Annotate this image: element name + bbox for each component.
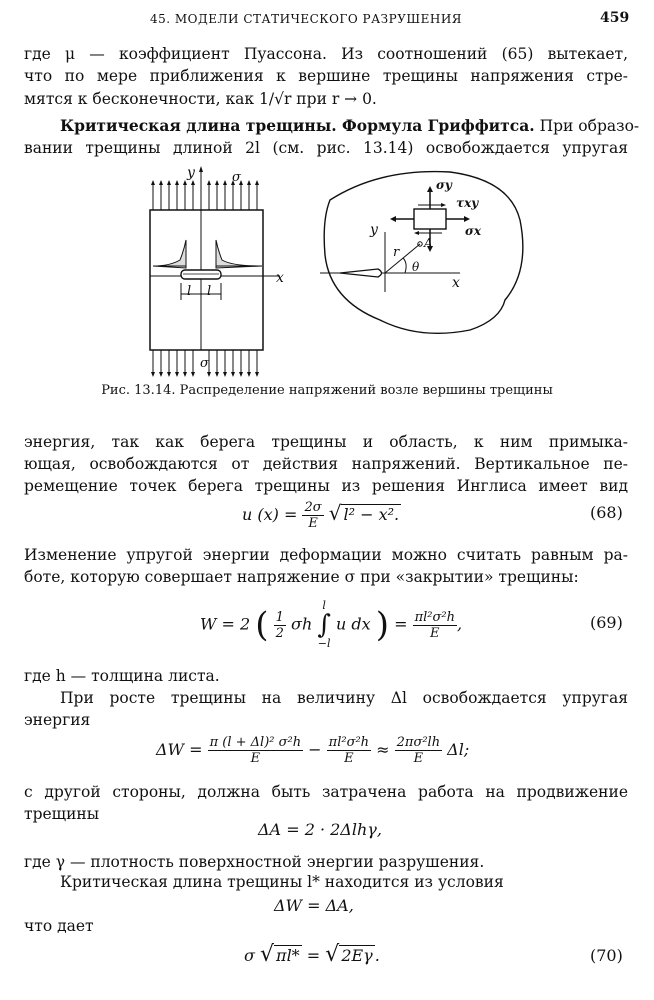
frac-num: π (l + Δl)² σ²h xyxy=(209,735,302,750)
sqrt-body: l² − x². xyxy=(343,505,400,524)
crack-half-length-label: l xyxy=(187,284,192,299)
text-line: где h — толщина листа. xyxy=(24,667,220,685)
text-line: ющая, освобождаются от действия напряжений. Вертикальное пе- xyxy=(24,455,628,473)
paragraph-first-line xyxy=(24,116,640,136)
sqrt-body: 2Eγ xyxy=(341,946,373,965)
text-line: что по мере приближения к вершине трещины напряжения стре- xyxy=(24,67,628,85)
equation-delta-w xyxy=(156,735,556,766)
eq-op: ≈ xyxy=(376,740,390,759)
crack-tip-diagram xyxy=(320,172,523,334)
theta-label: θ xyxy=(412,260,420,274)
equation-number: (69) xyxy=(590,613,623,632)
eq-lhs: ΔW = xyxy=(156,740,203,759)
equation-delta-a: ΔA = 2 · 2Δlhγ, xyxy=(258,820,382,839)
radius-label: r xyxy=(393,245,400,260)
axis-label-x-right: x xyxy=(452,275,460,291)
eq-lhs: u (x) = xyxy=(242,505,298,524)
text-line: ремещение точек берега трещины из решения Инглиса имеет вид xyxy=(24,477,628,495)
frac-den: 2 xyxy=(275,625,284,641)
frac-num: πl²σ²h xyxy=(414,609,455,625)
page-header xyxy=(0,10,654,30)
axis-label-y: y xyxy=(187,165,195,181)
text-span: При образо- xyxy=(539,117,640,135)
equation-number: (68) xyxy=(590,503,623,522)
integral-lower: −l xyxy=(317,637,331,650)
sigma-top-label: σ xyxy=(232,170,241,185)
frac-den: E xyxy=(250,751,261,766)
equation-70: σ √ πl* = √ 2Eγ . xyxy=(244,942,380,967)
integrand: u dx xyxy=(336,614,371,634)
tau-xy-label: τxy xyxy=(456,196,479,210)
text-line: боте, которую совершает напряжение σ при «закрытии» трещины: xyxy=(24,568,579,586)
equation-68: u (x) = $\frac{2\sigma}{E}$ √ l² − x². xyxy=(242,500,400,531)
eq-term: σh xyxy=(291,614,313,634)
plate-diagram xyxy=(150,166,280,377)
axis-label-y-right: y xyxy=(370,222,378,238)
text-line: энергия xyxy=(24,711,91,729)
frac-den: E xyxy=(308,516,318,531)
eq-term: . xyxy=(374,946,380,965)
page-number: 459 xyxy=(600,10,630,26)
equation-condition: ΔW = ΔA, xyxy=(274,896,354,915)
frac-den: E xyxy=(413,751,424,766)
sigma-y-label: σy xyxy=(436,178,452,192)
text-line: Изменение упругой энергии деформации можно считать равным ра- xyxy=(24,546,628,564)
crack-half-length-label: l xyxy=(207,284,212,299)
section-heading: Критическая длина трещины. Формула Гриффитса. xyxy=(60,116,535,135)
eq-term: Δl; xyxy=(447,740,470,759)
equation-69: W = 2 ( $\frac{1}{2}$ σh l ∫ −l u dx ) = $\frac{\text{πl²σ²h}}{E}$ , xyxy=(200,599,463,650)
sqrt-body: πl* xyxy=(276,946,300,965)
text-line: где γ — плотность поверхностной энергии разрушения. xyxy=(24,853,485,871)
frac-den: E xyxy=(344,751,354,766)
text-line: При росте трещины на величину Δl освобождается упругая xyxy=(60,689,628,707)
eq-lhs: W = 2 xyxy=(200,614,251,634)
text-line: что дает xyxy=(24,917,94,935)
frac-num: 1 xyxy=(275,609,284,625)
figure-caption: Рис. 13.14. Распределение напряжений возле вершины трещины xyxy=(101,383,553,398)
text-line: вании трещины длиной 2l (см. рис. 13.14) освобождается упругая xyxy=(24,139,628,157)
eq-op: − xyxy=(308,740,322,759)
integral-upper: l xyxy=(322,599,326,612)
eq-lhs: σ xyxy=(244,946,255,965)
eq-op: = xyxy=(306,946,321,965)
running-title: 45. МОДЕЛИ СТАТИЧЕСКОГО РАЗРУШЕНИЯ xyxy=(150,12,462,26)
figure-13-14 xyxy=(0,160,654,380)
text-line: с другой стороны, должна быть затрачена работа на продвижение xyxy=(24,783,628,801)
axis-label-x: x xyxy=(276,270,284,286)
point-a-label: A xyxy=(424,236,433,250)
text-line: мятся к бесконечности, как 1/√r при r → 0. xyxy=(24,90,377,108)
frac-num: 2σ xyxy=(304,500,322,515)
sigma-bottom-label: σ xyxy=(200,356,209,371)
text-line: Критическая длина трещины l* находится из условия xyxy=(60,873,504,891)
text-line: энергия, так как берега трещины и область, к ним примыка- xyxy=(24,433,628,451)
frac-num: πl²σ²h xyxy=(328,735,370,750)
text-line: трещины xyxy=(24,805,100,823)
frac-den: E xyxy=(430,625,440,641)
text-line: где μ — коэффициент Пуассона. Из соотношений (65) вытекает, xyxy=(24,45,628,63)
frac-num: 2πσ²lh xyxy=(396,735,441,750)
equation-number: (70) xyxy=(590,946,623,965)
sigma-x-label: σx xyxy=(465,224,482,238)
